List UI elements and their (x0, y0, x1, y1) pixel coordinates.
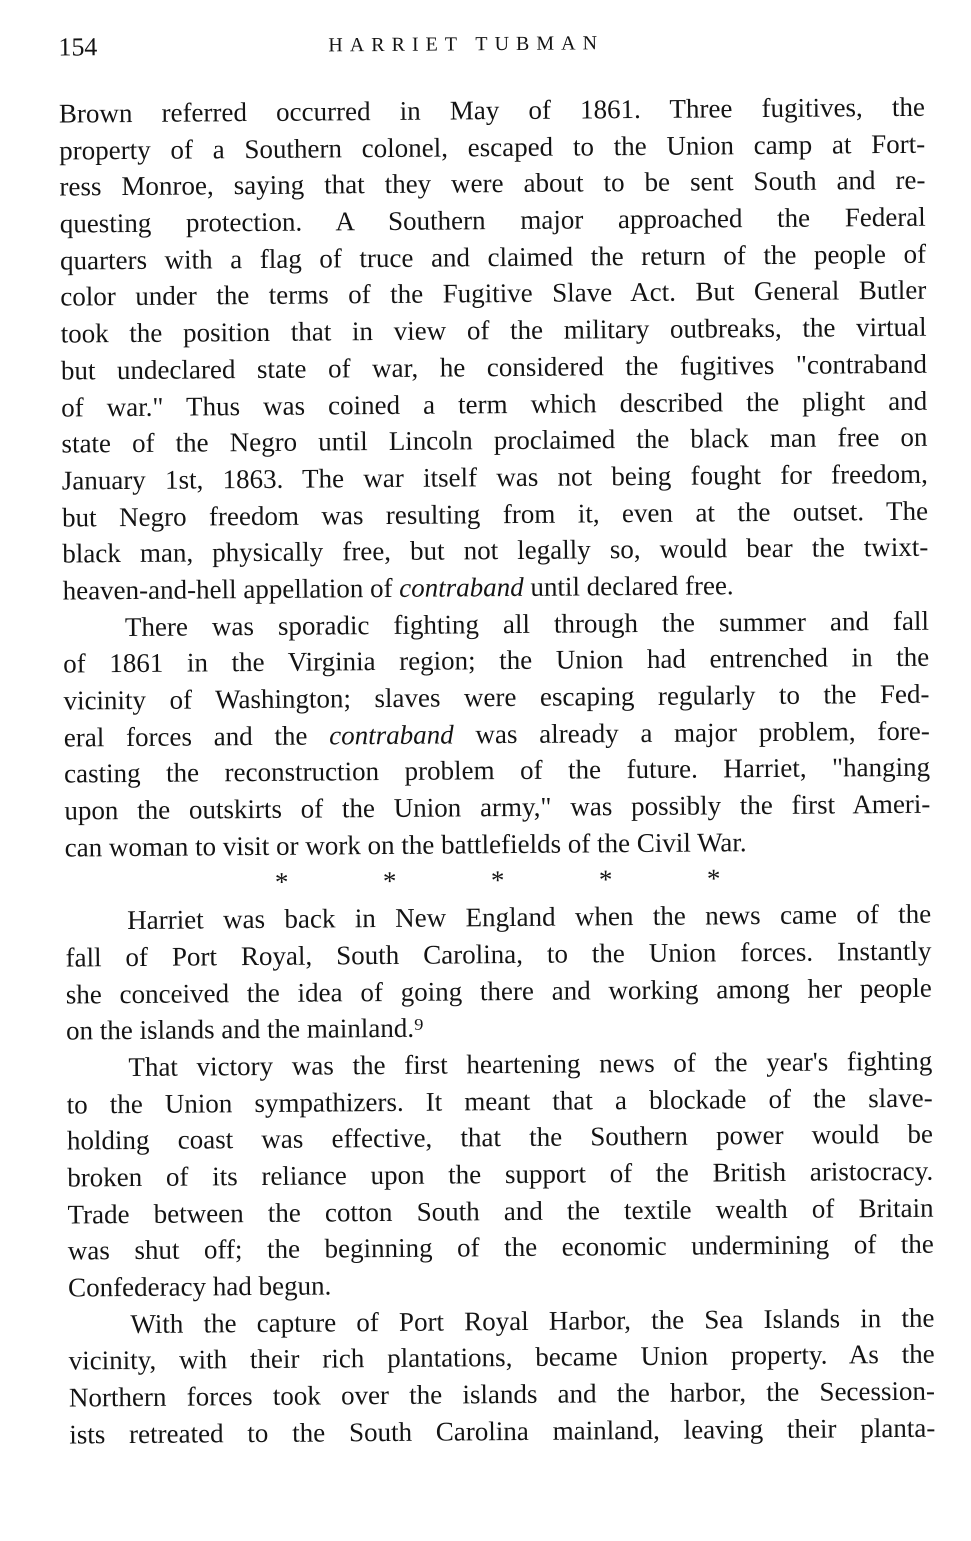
italic-term: contraband (399, 571, 524, 603)
text-segment: was already a major problem, fore- (453, 715, 930, 750)
text-line: casting the reconstruction problem of the future. Harriet, "hanging (63, 752, 931, 789)
text-line: Harriet was back in New England when the news came of the (127, 898, 932, 936)
text-line: Brown referred occurred in May of 1861. Three fugitives, the (58, 91, 925, 129)
paragraph (66, 1043, 934, 1307)
text-line: ress Monroe, saying that they were about to be sent South and re- (59, 165, 926, 202)
text-line: can woman to visit or work on the battlefields of the Civil War. (64, 826, 747, 863)
text-line: quarters with a flag of truce and claimed the return of the people of (59, 238, 927, 276)
asterisk: * (382, 866, 397, 897)
text-line: was shut off; the beginning of the economic undermining of the (67, 1229, 934, 1266)
asterisk: * (490, 865, 505, 896)
text-line: but Negro freedom was resulting from it, even at the outset. The (61, 495, 929, 533)
text-line: vicinity, with their rich plantations, became Union property. As the (68, 1339, 935, 1376)
text-line: of 1861 in the Virginia region; the Union had entrenched in the (63, 642, 930, 679)
text-line: vicinity of Washington; slaves were escaping regularly to the Fed- (63, 678, 930, 716)
paragraph (63, 602, 931, 866)
page-number: 154 (58, 32, 98, 62)
paragraph (68, 1299, 935, 1453)
text-line: to the Union sympathizers. It meant that a blockade of the slave- (66, 1082, 933, 1120)
text-segment: eral forces and the (63, 720, 330, 753)
asterisk: * (706, 863, 721, 894)
text-line: color under the terms of the Fugitive Slave Act. But General Butler (60, 275, 927, 312)
paragraph (59, 89, 929, 609)
text-line: Northern forces took over the islands and the harbor, the Secession- (68, 1375, 936, 1413)
text-line: Confederacy had begun. (67, 1270, 332, 1303)
text-line: took the position that in view of the military outbreaks, the virtual (60, 311, 927, 349)
text-line: There was sporadic fighting all through the summer and fall (124, 605, 930, 642)
text-segment: heaven-and-hell appellation of (62, 572, 400, 606)
text-line: fall of Port Royal, South Carolina, to the Union forces. Instantly (65, 935, 932, 973)
asterisk: * (598, 864, 613, 895)
text-line: on the islands and the mainland.⁹ (65, 1012, 424, 1046)
text-line: That victory was the first heartening news of the year's fighting (128, 1045, 933, 1082)
paragraph (65, 896, 932, 1050)
text-line: ists retreated to the South Carolina mainland, leaving their planta- (69, 1412, 936, 1450)
page-header (58, 23, 920, 66)
text-line: state of the Negro until Lincoln proclaimed the black man free on (61, 421, 928, 459)
text-line: black man, physically free, but not legally so, would bear the twixt- (62, 531, 929, 569)
text-line: she conceived the idea of going there and working among her people (65, 972, 932, 1010)
italic-term: contraband (329, 719, 454, 751)
asterisk: * (274, 867, 289, 898)
text-line: property of a Southern colonel, escaped to the Union camp at Fort- (59, 128, 926, 166)
text-line: of war." Thus was coined a term which described the plight and (61, 385, 928, 423)
text-line: but undeclared state of war, he considered the fugitives "contraband (60, 348, 928, 386)
text-line: January 1st, 1863. The war itself was not being fought for freedom, (61, 458, 928, 496)
running-head: HARRIET TUBMAN (328, 32, 605, 57)
text-line: With the capture of Port Royal Harbor, the Sea Islands in the (130, 1302, 935, 1339)
body-text (59, 89, 936, 1453)
text-line: Trade between the cotton South and the textile wealth of Britain (67, 1192, 934, 1230)
text-line: broken of its reliance upon the support of the British aristocracy. (67, 1155, 934, 1193)
text-line: questing protection. A Southern major approached the Federal (59, 201, 926, 239)
text-line: holding coast was effective, that the Southern power would be (66, 1118, 934, 1156)
text-segment: until declared free. (523, 570, 734, 602)
text-line: upon the outskirts of the Union army," was possibly the first Ameri- (64, 788, 931, 826)
